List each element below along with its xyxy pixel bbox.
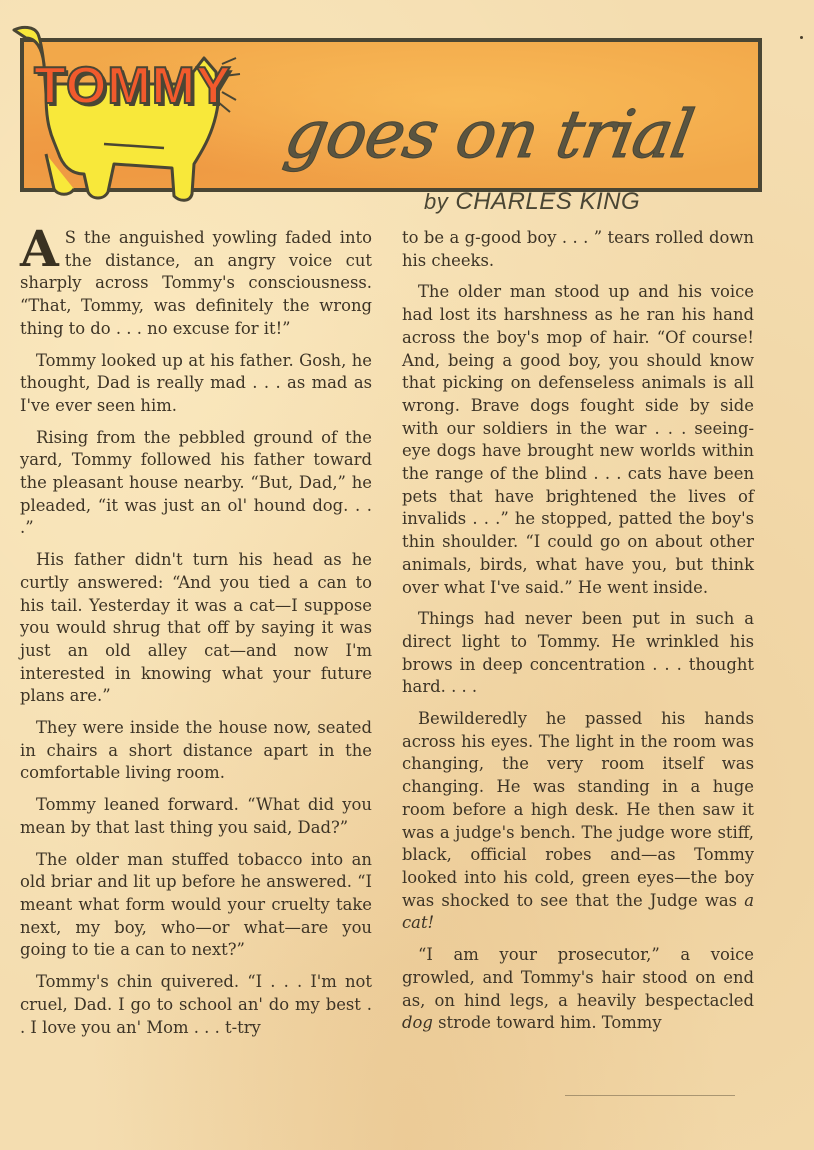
drop-cap: A xyxy=(20,219,59,278)
paragraph: Tommy leaned forward. “What did you mean by that last thing you said, Dad?” xyxy=(20,795,372,837)
emphasis-dog: dog xyxy=(402,1013,433,1033)
tommy-logo: TOMMY xyxy=(34,57,232,115)
paragraph: The older man stood up and his voice had lost its harshness as he ran his hand across the boy's mop of hair. “Of course! And, being a good boy, you should know that picking on defenseless animals is all wrong. Brave dogs fought side by side with our soldiers in the war . . . seeing-eye dogs have brought new worlds within the range of the blind . . . cats have been pets that have brightened the lives of invalids . . .” he stopped, patted the boy's thin shoulder. “I could go on about other animals, birds, what have you, but think over what I've said.” He went inside. xyxy=(402,282,754,597)
article-column-right xyxy=(402,227,754,1044)
paragraph-text: strode toward him. Tommy xyxy=(438,1013,662,1033)
byline xyxy=(424,188,640,216)
paragraph-text: “I am your prosecutor,” a voice growled, and Tommy's hair stood on end as, on hind legs, a heavily bespectacled xyxy=(402,945,754,1010)
paragraph-text: S the anguished yowling faded into the distance, an angry voice cut sharply across Tommy's consciousness. “That, Tommy, was definitely the wrong thing to do . . . no excuse for it!” xyxy=(20,228,372,338)
print-speck xyxy=(800,36,803,39)
paragraph: His father didn't turn his head as he curtly answered: “And you tied a can to his tail. Yesterday it was a cat—I suppose you would shrug that off by saying it was just an old alley cat—and now I'm interested in knowing what your future plans are.” xyxy=(20,550,372,706)
paragraph xyxy=(20,219,372,341)
paragraph xyxy=(402,708,754,935)
paragraph: The older man stuffed tobacco into an old briar and lit up before he answered. “I meant what form would your cruelty take next, my boy, who—or what—are you going to tie a can to next?” xyxy=(20,849,372,960)
paragraph-text: Bewilderedly he passed his hands across his eyes. The light in the room was changing, the very room itself was changing. He was standing in a huge room before a high desk. He then saw it was a judge's bench. The judge wore stiff, black, official robes and—as Tommy looked into his cold, green eyes—the boy was shocked to see that the Judge was xyxy=(402,709,754,910)
paragraph xyxy=(402,944,754,1035)
paragraph: to be a g-good boy . . . ” tears rolled down his cheeks. xyxy=(402,228,754,270)
byline-prefix: by xyxy=(424,189,449,214)
story-title: goes on trial xyxy=(279,96,699,173)
paragraph: Tommy's chin quivered. “I . . . I'm not cruel, Dad. I go to school an' do my best . . I love you an' Mom . . . t-try xyxy=(20,972,372,1037)
author-name: CHARLES KING xyxy=(455,188,641,215)
emphasis-a-cat: a cat! xyxy=(402,890,754,933)
article-column-left xyxy=(20,219,372,1048)
paragraph: They were inside the house now, seated in chairs a short distance apart in the comfortable living room. xyxy=(20,718,372,783)
paragraph: Things had never been put in such a direct light to Tommy. He wrinkled his brows in deep concentration . . . thought hard. . . . xyxy=(402,609,754,697)
column-end-rule xyxy=(565,1095,735,1096)
paragraph: Rising from the pebbled ground of the yard, Tommy followed his father toward the pleasant house nearby. “But, Dad,” he pleaded, “it was just an ol' hound dog. . . .” xyxy=(20,427,372,538)
paragraph: Tommy looked up at his father. Gosh, he thought, Dad is really mad . . . as mad as I've ever seen him. xyxy=(20,350,372,415)
